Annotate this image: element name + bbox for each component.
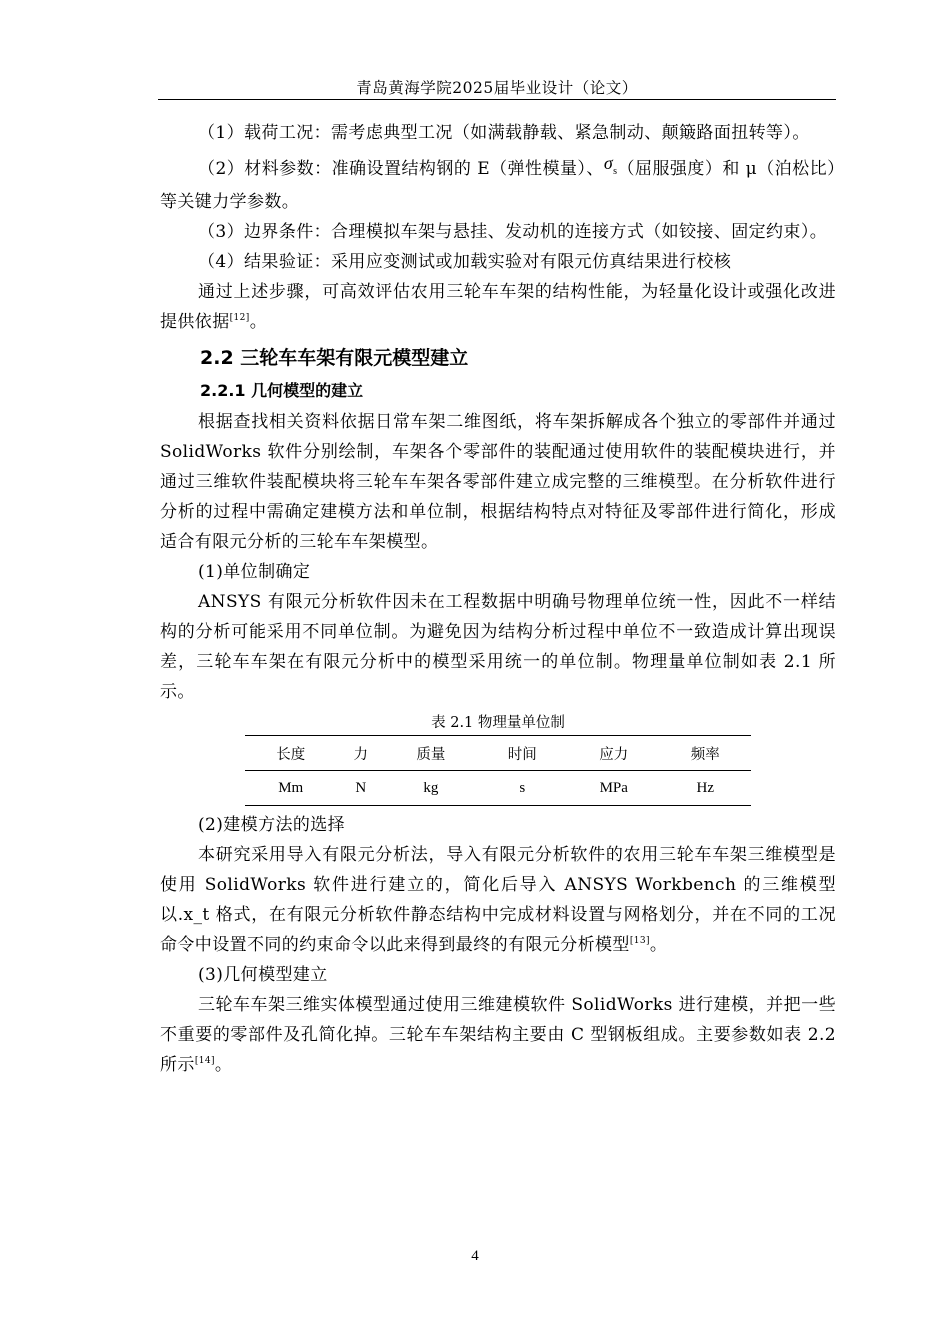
subsection-heading-2-2-1: 2.2.1 几何模型的建立 (200, 381, 364, 400)
units-table (245, 735, 751, 806)
table-caption: 表 2.1 物理量单位制 (431, 715, 565, 731)
page-body (160, 118, 836, 1080)
table-header-cell: 频率 (659, 736, 751, 771)
geometry-model-end: 。 (214, 1055, 233, 1075)
section-heading-2-2: 2.2 三轮车车架有限元模型建立 (200, 347, 469, 369)
modeling-method-end: 。 (649, 935, 668, 955)
page-number: 4 (471, 1248, 479, 1264)
header-divider (158, 99, 836, 100)
geometry-model-text: 三轮车车架三维实体模型通过使用三维建模软件 SolidWorks 进行建模，并把一些不重要的零部件及孔简化掉。三轮车车架结构主要由 C 型钢板组成。主要参数如表 2.2 所示 (160, 995, 836, 1075)
table-cell: kg (385, 771, 476, 806)
citation-14: [14] (194, 1056, 215, 1066)
table-header-cell: 应力 (568, 736, 659, 771)
table-cell: Mm (245, 771, 336, 806)
table-header-cell: 质量 (385, 736, 476, 771)
paragraph-material-params (160, 148, 836, 217)
paragraph-unit-system: ANSYS 有限元分析软件因未在工程数据中明确号物理单位统一性，因此不一样结构的分析可能采用不同单位制。为避免因为结构分析过程中单位不一致造成计算出现误差，三轮车车架在有限元分析中的模型采用统一的单位制。物理量单位制如表 2.1 所示。 (160, 592, 836, 702)
material-params-text-start: （2）材料参数：准确设置结构钢的 E（弹性模量）、 (198, 159, 604, 179)
table-units (160, 711, 836, 806)
table-header-cell: 力 (336, 736, 385, 771)
paragraph-modeling-method-heading: (2)建模方法的选择 (198, 815, 346, 835)
paragraph-load-cases: （1）载荷工况：需考虑典型工况（如满载静载、紧急制动、颠簸路面扭转等）。 (198, 123, 810, 143)
summary-text: 通过上述步骤，可高效评估农用三轮车车架的结构性能，为轻量化设计或强化改进提供依据 (160, 282, 836, 332)
table-header-cell: 时间 (477, 736, 568, 771)
paragraph-geometry-model-heading: (3)几何模型建立 (198, 965, 328, 985)
page-header: 青岛黄海学院2025届毕业设计（论文） (356, 79, 638, 97)
paragraph-geometry-model (160, 990, 836, 1080)
paragraph-boundary-conditions: （3）边界条件：合理模拟车架与悬挂、发动机的连接方式（如铰接、固定约束）。 (198, 222, 828, 242)
modeling-method-text: 本研究采用导入有限元分析法，导入有限元分析软件的农用三轮车车架三维模型是使用 SolidWorks 软件进行建立的，简化后导入 ANSYS Workbench 的三维模型以.x_t 格式，在有限元分析软件静态结构中完成材料设置与网格划分，并在不同的工况命令中设置不同的约束命令以此来得到最终的有限元分析模型 (160, 845, 836, 955)
paragraph-geometry-intro: 根据查找相关资料依据日常车架二维图纸，将车架拆解成各个独立的零部件并通过 SolidWorks 软件分别绘制，车架各个零部件的装配通过使用软件的装配模块进行，并通过三维软件装配模块将三轮车车架各零部件建立成完整的三维模型。在分析软件进行分析的过程中需确定建模方法和单位制，根据结构特点对特征及零部件进行简化，形成适合有限元分析的三轮车车架模型。 (160, 412, 836, 552)
paragraph-modeling-method (160, 840, 836, 960)
summary-end: 。 (249, 312, 268, 332)
table-cell: s (477, 771, 568, 806)
paragraph-unit-system-heading: (1)单位制确定 (198, 562, 311, 582)
citation-12: [12] (229, 313, 250, 323)
table-cell: Hz (659, 771, 751, 806)
material-params-text-end: （屈服强度）和 μ（泊松比）等关键力学参数。 (160, 159, 836, 212)
table-header-row (245, 736, 751, 771)
table-header-cell: 长度 (245, 736, 336, 771)
table-cell: N (336, 771, 385, 806)
paragraph-result-verification: （4）结果验证：采用应变测试或加载实验对有限元仿真结果进行校核 (198, 252, 732, 272)
table-cell: MPa (568, 771, 659, 806)
table-row (245, 771, 751, 806)
sigma-symbol: σ (603, 153, 614, 173)
paragraph-summary (160, 277, 836, 337)
sigma-subscript: s (613, 166, 618, 177)
citation-13: [13] (629, 936, 650, 946)
